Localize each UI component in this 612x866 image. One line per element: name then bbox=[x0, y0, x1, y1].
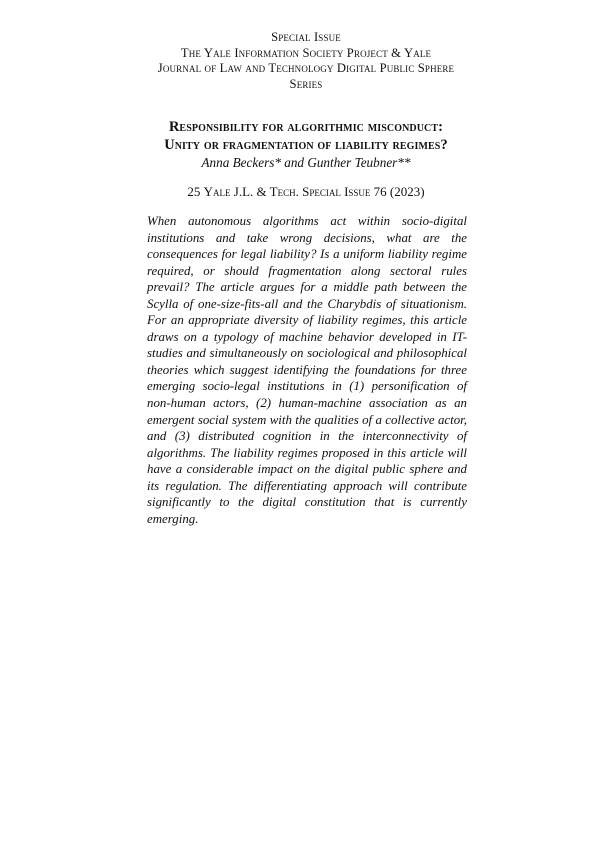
abstract bbox=[147, 213, 467, 527]
article-title-line-1: Responsibility for algorithmic misconduct: bbox=[168, 118, 444, 135]
citation-volume: 25 bbox=[187, 184, 201, 199]
authors-line: Anna Beckers* and Gunther Teubner** bbox=[201, 155, 411, 170]
page-title bbox=[73, 118, 539, 155]
citation-journal: Yale J.L. & Tech. Special Issue bbox=[203, 184, 371, 199]
journal-header-line-special-issue: Special Issue bbox=[271, 30, 341, 44]
article-title-line-2: Unity or fragmentation of liability regimes? bbox=[164, 137, 448, 154]
journal-header bbox=[73, 30, 539, 92]
journal-header-line-yale-isp: The Yale Information Society Project & Yale bbox=[180, 45, 432, 60]
citation-line bbox=[73, 184, 539, 200]
abstract-text: When autonomous algorithms act within socio-digital institutions and take wrong decisions, what are the consequences for legal liability? Is a uniform liability regime required, or should fragmentation along sectoral rules prevail? The article argues for a middle path between the Scylla of one-size-fits-all and the Charybdis of situationism. For an appropriate diversity of liability regimes, this article draws on a typology of machine behavior developed in IT-studies and simultaneously on sociological and philosophical theories which suggest identifying the foundations for three emerging socio-legal institutions in (1) personification of non-human actors, (2) human-machine association as an emergent social system with the qualities of a collective actor, and (3) distributed cognition in the interconnectivity of algorithms. The liability regimes proposed in this article will have a considerable impact on the digital public sphere and its regulation. The differentiating approach will contribute significantly to the digital constitution that is currently emerging. bbox=[147, 214, 467, 526]
journal-header-line-series: Series bbox=[289, 76, 323, 91]
journal-header-line-journal-name: Journal of Law and Technology Digital Public Sphere bbox=[157, 61, 455, 76]
citation-page-year: 76 (2023) bbox=[373, 184, 425, 199]
